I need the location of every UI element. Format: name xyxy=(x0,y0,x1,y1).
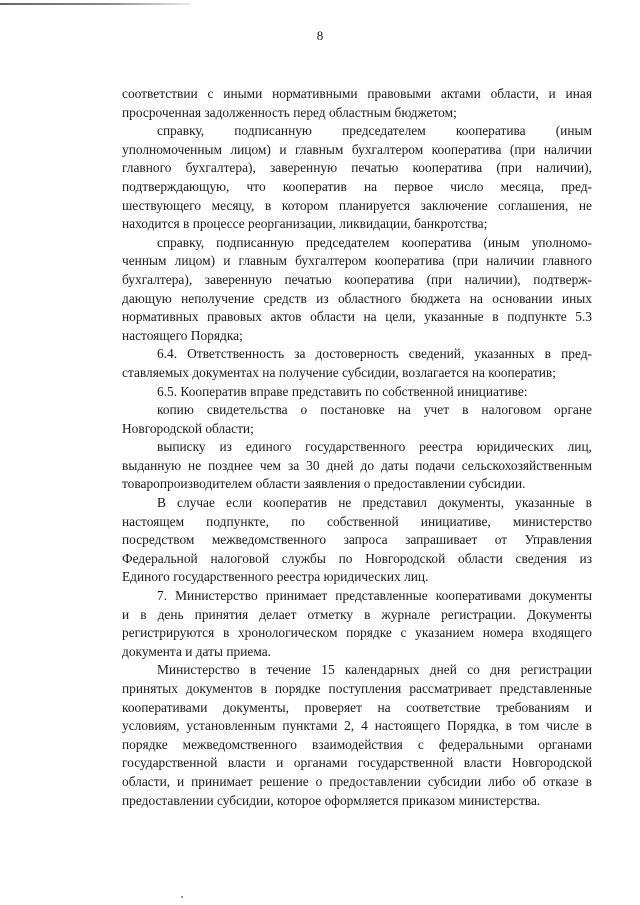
text-line: Федеральной налоговой службы по Новгородской области сведения из xyxy=(122,550,592,566)
text-line: принятых документов в порядке поступления рассматривает представленные xyxy=(122,681,592,696)
text-line: уполномоченным лицом) и главным бухгалтером кооператива (при наличии xyxy=(122,141,592,157)
text-line: В случае если кооператив не представил документы, указанные в xyxy=(157,495,592,511)
text-line: кооперативами документы, проверяет на соответствие требованиям и xyxy=(122,699,592,715)
text-line: настоящем подпункте, по собственной инициативе, министерство xyxy=(122,513,592,529)
text-line: документа и даты приема. xyxy=(122,643,271,659)
text-line: посредством межведомственного запроса запрашивает от Управления xyxy=(122,532,592,548)
scan-speck xyxy=(181,896,183,898)
text-line: выписку из единого государственного реестра юридических лиц, xyxy=(157,439,592,455)
text-line: 6.5. Кооператив вправе представить по собственной инициативе: xyxy=(157,383,528,399)
document-body xyxy=(122,85,592,810)
text-line: условиям, установленным пунктами 2, 4 настоящего Порядка, в том числе в xyxy=(122,718,592,734)
text-line: главного бухгалтера), заверенную печатью кооператива (при наличии), xyxy=(122,160,592,176)
text-line: предоставлении субсидии, которое оформляется приказом министерства. xyxy=(122,792,541,808)
text-line: регистрируются в хронологическом порядке с указанием номера входящего xyxy=(122,625,592,641)
text-line: соответствии с иными нормативными правовыми актами области, и иная xyxy=(122,86,592,101)
text-line: государственной власти и органами государственной власти Новгородской xyxy=(122,755,592,771)
text-line: подтверждающую, что кооператив на первое число месяца, пред- xyxy=(122,178,592,194)
text-line: дающую неполучение средств из областного бюджета на основании иных xyxy=(122,290,592,306)
text-line: 7. Министерство принимает представленные кооперативами документы xyxy=(157,588,592,604)
text-line: справку, подписанную председателем кооператива (иным xyxy=(157,123,592,139)
text-line: области, и принимает решение о предоставлении субсидии либо об отказе в xyxy=(122,773,592,789)
text-line: просроченная задолженность перед областным бюджетом; xyxy=(122,104,457,120)
text-line: копию свидетельства о постановке на учет в налоговом органе xyxy=(157,402,592,418)
page-number: 8 xyxy=(316,28,324,43)
text-line: ченным лицом) и главным бухгалтером кооператива (при наличии главного xyxy=(122,253,592,269)
text-line: шествующего месяцу, в котором планируется заключение соглашения, не xyxy=(122,197,592,213)
text-line: выданную не позднее чем за 30 дней до даты подачи сельскохозяйственным xyxy=(122,457,592,473)
text-line: Новгородской области; xyxy=(122,420,254,436)
text-line: настоящего Порядка; xyxy=(122,327,243,343)
text-line: ставляемых документах на получение субсидии, возлагается на кооператив; xyxy=(122,364,556,380)
text-line: нормативных правовых актов области на цели, указанные в подпункте 5.3 xyxy=(122,309,592,325)
text-line: справку, подписанную председателем кооператива (иным уполномо- xyxy=(157,234,592,250)
text-line: порядке межведомственного взаимодействия с федеральными органами xyxy=(122,736,592,752)
text-line: находится в процессе реорганизации, ликвидации, банкротства; xyxy=(122,216,488,232)
text-line: Министерство в течение 15 календарных дней со дня регистрации xyxy=(157,662,592,678)
scan-edge-mark xyxy=(0,3,190,5)
text-line: товаропроизводителем области заявления о предоставлении субсидии. xyxy=(122,476,526,492)
text-line: бухгалтера), заверенную печатью кооператива (при наличии), подтверж- xyxy=(122,271,592,287)
text-line: 6.4. Ответственность за достоверность сведений, указанных в пред- xyxy=(157,346,592,362)
text-line: и в день принятия делает отметку в журнале регистрации. Документы xyxy=(122,606,592,622)
text-line: Единого государственного реестра юридических лиц. xyxy=(122,569,429,585)
